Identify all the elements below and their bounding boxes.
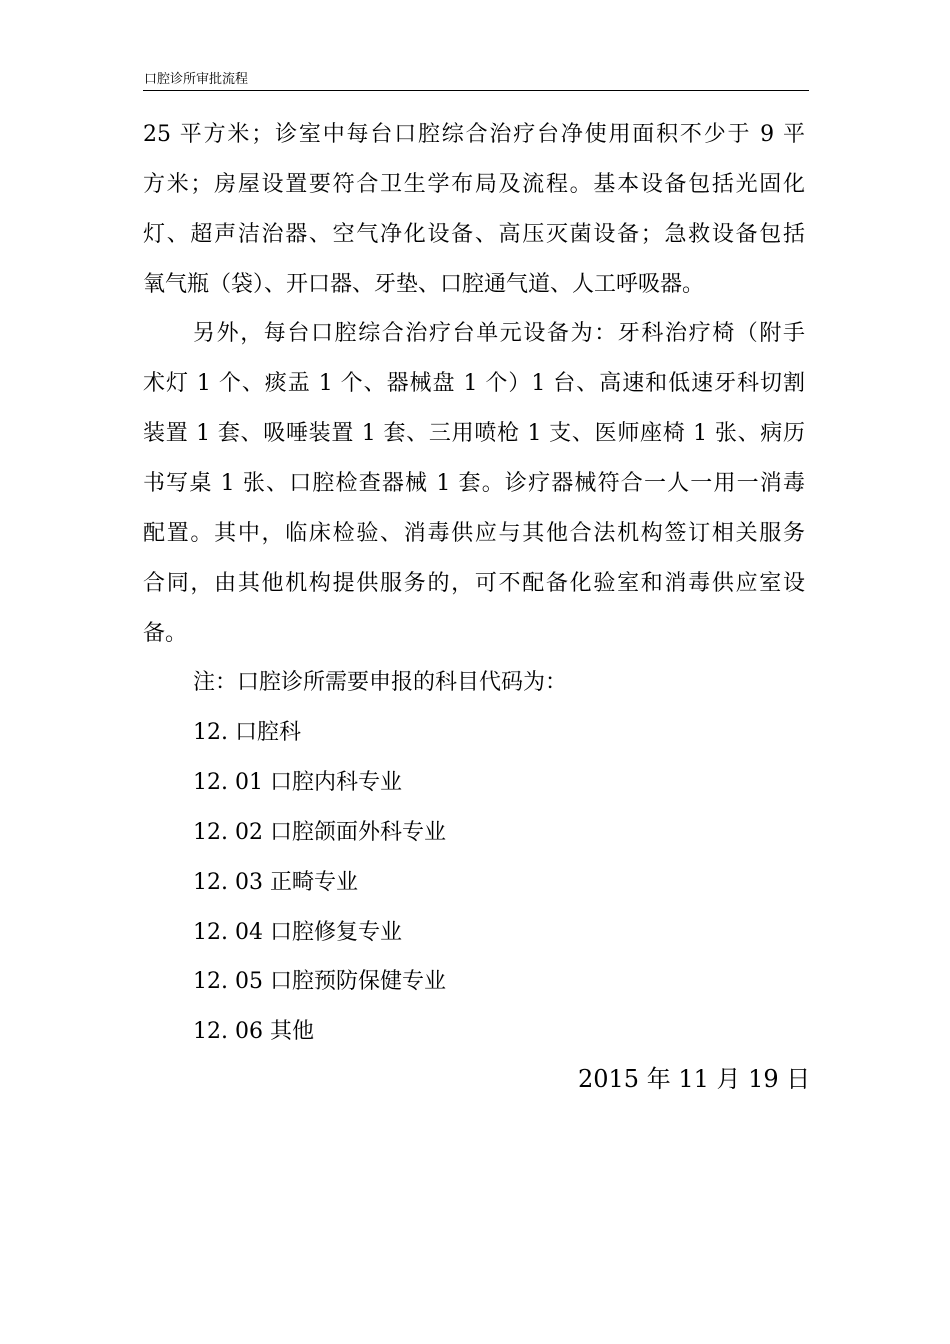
subject-code-item: 12. 06 其他 [193, 1019, 314, 1044]
paragraph-2-line: 配置。其中，临床检验、消毒供应与其他合法机构签订相关服务 [143, 521, 805, 546]
paragraph-2-line: 装置 1 套、吸唾装置 1 套、三用喷枪 1 支、医师座椅 1 张、病历 [143, 421, 805, 446]
paragraph-1-line: 25 平方米；诊室中每台口腔综合治疗台净使用面积不少于 9 平 [143, 122, 805, 147]
page-header [143, 70, 809, 91]
subject-code-item: 12. 01 口腔内科专业 [193, 770, 402, 795]
paragraph-2-line: 合同，由其他机构提供服务的，可不配备化验室和消毒供应室设 [143, 571, 805, 596]
paragraph-1-line: 灯、超声洁治器、空气净化设备、高压灭菌设备；急救设备包括 [143, 222, 805, 247]
subject-code-item: 12. 口腔科 [193, 720, 301, 745]
paragraph-1-line: 氧气瓶（袋）、开口器、牙垫、口腔通气道、人工呼吸器。 [143, 272, 705, 297]
subject-code-item: 12. 04 口腔修复专业 [193, 920, 402, 945]
paragraph-2-line: 术灯 1 个、痰盂 1 个、器械盘 1 个）1 台、高速和低速牙科切割 [143, 371, 805, 396]
note-intro: 注：口腔诊所需要申报的科目代码为： [193, 670, 568, 695]
paragraph-2-line: 备。 [143, 621, 188, 646]
document-date: 2015 年 11 月 19 日 [578, 1065, 811, 1093]
paragraph-2-line: 书写桌 1 张、口腔检查器械 1 套。诊疗器械符合一人一用一消毒 [143, 471, 805, 496]
header-title: 口腔诊所审批流程 [144, 72, 249, 87]
subject-code-item: 12. 05 口腔预防保健专业 [193, 969, 446, 994]
subject-code-item: 12. 02 口腔颌面外科专业 [193, 820, 446, 845]
paragraph-2-line: 另外，每台口腔综合治疗台单元设备为：牙科治疗椅（附手 [193, 321, 805, 346]
subject-code-item: 12. 03 正畸专业 [193, 870, 358, 895]
paragraph-1-line: 方米；房屋设置要符合卫生学布局及流程。基本设备包括光固化 [143, 172, 805, 197]
